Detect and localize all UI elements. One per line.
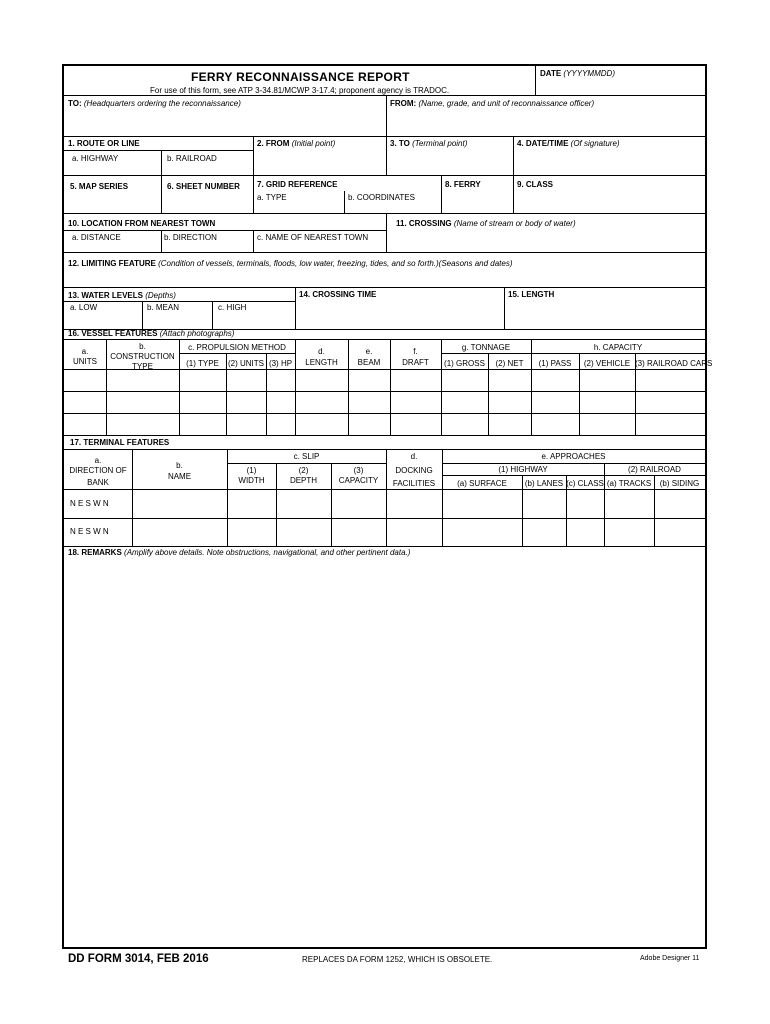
propulsion-hp-header: (3) HP xyxy=(268,359,293,368)
vehicle-header: (2) VEHICLE xyxy=(583,359,631,368)
remarks-textarea[interactable] xyxy=(67,560,703,946)
approaches-header: e. APPROACHES xyxy=(541,452,606,461)
terminal-name-header: NAME xyxy=(167,472,192,481)
vessel-features-label: 16. VESSEL FEATURES (Attach photographs) xyxy=(68,329,235,338)
ferry-input[interactable] xyxy=(444,191,512,211)
divider xyxy=(513,175,514,213)
coordinates-input[interactable] xyxy=(347,202,439,212)
water-levels-label: 13. WATER LEVELS (Depths) xyxy=(68,291,176,300)
grid-reference-label: 7. GRID REFERENCE xyxy=(257,180,338,189)
map-series-input[interactable] xyxy=(66,194,159,208)
divider xyxy=(64,230,386,231)
divider xyxy=(64,301,295,302)
divider xyxy=(295,339,296,435)
bank-header: BANK xyxy=(87,478,109,487)
propulsion-header: c. PROPULSION METHOD xyxy=(188,343,286,352)
divider xyxy=(654,475,655,546)
distance-input[interactable] xyxy=(66,242,159,251)
divider xyxy=(566,475,567,546)
draft-header: DRAFT xyxy=(402,358,429,367)
replaces-note: REPLACES DA FORM 1252, WHICH IS OBSOLETE. xyxy=(302,955,493,964)
divider xyxy=(253,136,254,175)
slip-width-header: WIDTH xyxy=(238,476,265,485)
divider xyxy=(441,175,442,213)
vessel-row-1-cell[interactable] xyxy=(66,371,104,389)
divider xyxy=(227,463,386,464)
direction-input[interactable] xyxy=(164,242,252,251)
divider xyxy=(132,449,133,546)
divider xyxy=(64,339,705,340)
vessel-units-header: UNITS xyxy=(73,357,97,366)
divider xyxy=(266,353,267,435)
grid-type-label: a. TYPE xyxy=(257,193,287,202)
facilities-header: FACILITIES xyxy=(392,479,436,488)
bank-direction-row-2[interactable]: N E S W N xyxy=(70,527,109,536)
ferry-label: 8. FERRY xyxy=(445,180,481,189)
divider xyxy=(64,413,705,414)
siding-header: (b) SIDING xyxy=(659,479,700,488)
crossing-time-input[interactable] xyxy=(298,302,502,327)
crossing-label: 11. CROSSING (Name of stream or body of water) xyxy=(396,219,576,228)
terminal-features-label: 17. TERMINAL FEATURES xyxy=(70,438,170,447)
high-input[interactable] xyxy=(215,314,293,327)
form-title: FERRY RECONNAISSANCE REPORT xyxy=(191,70,410,84)
vessel-length-header: LENGTH xyxy=(305,358,338,367)
nearest-town-label: c. NAME OF NEAREST TOWN xyxy=(257,233,369,242)
slip-capacity-header: CAPACITY xyxy=(338,476,379,485)
direction-of-bank-header: DIRECTION OF xyxy=(69,466,127,475)
divider xyxy=(604,463,605,546)
divider xyxy=(344,191,345,213)
divider xyxy=(386,449,387,546)
terminal-name-row-2-input[interactable] xyxy=(134,520,225,544)
ferry-reconnaissance-form xyxy=(62,64,713,949)
beam-header: BEAM xyxy=(357,358,381,367)
divider xyxy=(64,95,705,96)
divider xyxy=(64,518,705,519)
divider xyxy=(64,252,705,253)
divider xyxy=(635,353,636,435)
divider xyxy=(179,353,295,354)
from-input[interactable] xyxy=(389,110,703,134)
propulsion-type-header: (1) TYPE xyxy=(186,359,219,368)
designer-note: Adobe Designer 11 xyxy=(640,955,700,962)
divider xyxy=(522,475,523,546)
length-input[interactable] xyxy=(507,302,703,327)
form-subtitle: For use of this form, see ATP 3-34.81/MCWP 3-17.4; proponent agency is TRADOC. xyxy=(150,86,450,95)
limiting-feature-label: 12. LIMITING FEATURE (Condition of vessels, terminals, floods, low water, freezing, tides, and so forth.)(Seasons and dates) xyxy=(68,259,513,268)
slip-header: c. SLIP xyxy=(293,452,320,461)
map-series-label: 5. MAP SERIES xyxy=(70,182,129,191)
slip-capacity-number: (3) xyxy=(353,466,364,475)
approach-railroad-header: (2) RAILROAD xyxy=(628,465,681,474)
location-label: 10. LOCATION FROM NEAREST TOWN xyxy=(68,219,216,228)
divider xyxy=(64,369,705,370)
divider xyxy=(386,136,387,175)
railroad-input[interactable] xyxy=(164,163,252,174)
surface-header: (a) SURFACE xyxy=(457,479,507,488)
to-point-input[interactable] xyxy=(389,151,511,173)
net-header: (2) NET xyxy=(495,359,524,368)
mean-input[interactable] xyxy=(145,314,210,327)
bank-letter: a. xyxy=(94,456,102,465)
vessel-row-2-cell[interactable] xyxy=(66,393,104,411)
approach-highway-header: (1) HIGHWAY xyxy=(498,465,548,474)
divider xyxy=(64,546,705,547)
railroad-cars-header: (3) RAILROAD CARS xyxy=(635,359,713,368)
bank-direction-row-1[interactable]: N E S W N xyxy=(70,499,109,508)
propulsion-units-header: (2) UNITS xyxy=(228,359,264,368)
slip-width-number: (1) xyxy=(246,466,257,475)
divider xyxy=(161,150,162,175)
name-letter: b. xyxy=(176,461,183,470)
divider xyxy=(64,150,253,151)
terminal-name-row-1-input[interactable] xyxy=(134,491,225,516)
nearest-town-input[interactable] xyxy=(256,242,384,251)
divider xyxy=(64,435,705,436)
divider xyxy=(386,213,387,252)
gross-header: (1) GROSS xyxy=(444,359,485,368)
slip-depth-header: DEPTH xyxy=(289,476,318,485)
divider xyxy=(441,339,442,435)
divider xyxy=(227,449,228,546)
divider xyxy=(64,136,705,137)
class-label: 9. CLASS xyxy=(517,180,554,189)
divider xyxy=(535,66,536,95)
remarks-label: 18. REMARKS (Amplify above details. Note obstructions, navigational, and other pertinent data.) xyxy=(68,548,411,557)
divider xyxy=(504,287,505,329)
beam-letter: e. xyxy=(365,347,373,356)
limiting-feature-input[interactable] xyxy=(67,271,703,285)
construction-letter: b. xyxy=(139,342,146,351)
draft-letter: f. xyxy=(413,347,418,356)
divider xyxy=(226,353,227,435)
vessel-units-letter: a. xyxy=(81,347,89,356)
sheet-number-label: 6. SHEET NUMBER xyxy=(167,182,240,191)
divider xyxy=(442,475,705,476)
from-point-label: 2. FROM (Initial point) xyxy=(257,139,336,148)
class-input[interactable] xyxy=(516,191,703,211)
crossing-input[interactable] xyxy=(389,230,703,250)
date-time-input[interactable] xyxy=(516,151,703,173)
coordinates-label: b. COORDINATES xyxy=(348,193,415,202)
divider xyxy=(179,339,180,435)
low-label: a. LOW xyxy=(70,303,98,312)
length-label: 15. LENGTH xyxy=(508,290,555,299)
divider xyxy=(513,136,514,175)
to-input[interactable] xyxy=(67,110,383,134)
divider xyxy=(442,449,443,546)
direction-label: b. DIRECTION xyxy=(164,233,217,242)
grid-type-input[interactable] xyxy=(256,202,342,212)
divider xyxy=(64,449,705,450)
form-identifier: DD FORM 3014, FEB 2016 xyxy=(68,953,209,965)
approach-class-header: (c) CLASS xyxy=(566,479,604,488)
passenger-header: (1) PASS xyxy=(538,359,572,368)
divider xyxy=(161,230,162,252)
mean-label: b. MEAN xyxy=(147,303,180,312)
divider xyxy=(442,463,705,464)
divider xyxy=(106,339,107,435)
railroad-label: b. RAILROAD xyxy=(167,154,217,163)
sheet-number-input[interactable] xyxy=(164,194,252,208)
length-letter: d. xyxy=(318,347,325,356)
docking-header: DOCKING xyxy=(395,466,433,475)
divider xyxy=(64,287,705,288)
divider xyxy=(488,353,489,435)
divider xyxy=(64,213,705,214)
date-input[interactable] xyxy=(538,80,706,94)
divider xyxy=(531,339,532,435)
divider xyxy=(64,391,705,392)
route-or-line-label: 1. ROUTE OR LINE xyxy=(68,139,140,148)
slip-depth-number: (2) xyxy=(298,466,309,475)
crossing-time-label: 14. CROSSING TIME xyxy=(299,290,377,299)
divider xyxy=(64,489,705,490)
divider xyxy=(295,287,296,329)
divider xyxy=(253,175,254,213)
from-label: FROM: (Name, grade, and unit of reconnaissance officer) xyxy=(390,99,595,108)
date-time-label: 4. DATE/TIME (Of signature) xyxy=(517,139,620,148)
divider xyxy=(348,339,349,435)
capacity-header: h. CAPACITY xyxy=(593,343,643,352)
vessel-row-3-cell[interactable] xyxy=(66,415,104,433)
highway-input[interactable] xyxy=(66,163,159,174)
highway-label: a. HIGHWAY xyxy=(72,154,119,163)
divider xyxy=(161,175,162,213)
divider xyxy=(276,463,277,546)
distance-label: a. DISTANCE xyxy=(72,233,121,242)
high-label: c. HIGH xyxy=(218,303,247,312)
docking-letter: d. xyxy=(410,452,418,461)
divider xyxy=(212,301,213,329)
construction-type-header: TYPE xyxy=(132,362,153,371)
divider xyxy=(331,463,332,546)
tracks-header: (a) TRACKS xyxy=(606,479,652,488)
low-input[interactable] xyxy=(66,314,140,327)
construction-header: CONSTRUCTION xyxy=(110,352,175,361)
to-label: TO: (Headquarters ordering the reconnaissance) xyxy=(68,99,241,108)
tonnage-header: g. TONNAGE xyxy=(461,343,511,352)
divider xyxy=(386,95,387,136)
divider xyxy=(579,353,580,435)
date-label: DATE (YYYYMMDD) xyxy=(540,69,615,78)
lanes-header: (b) LANES xyxy=(524,479,564,488)
to-point-label: 3. TO (Terminal point) xyxy=(390,139,468,148)
divider xyxy=(390,339,391,435)
from-point-input[interactable] xyxy=(256,151,384,173)
divider xyxy=(441,353,705,354)
divider xyxy=(142,301,143,329)
divider xyxy=(253,230,254,252)
